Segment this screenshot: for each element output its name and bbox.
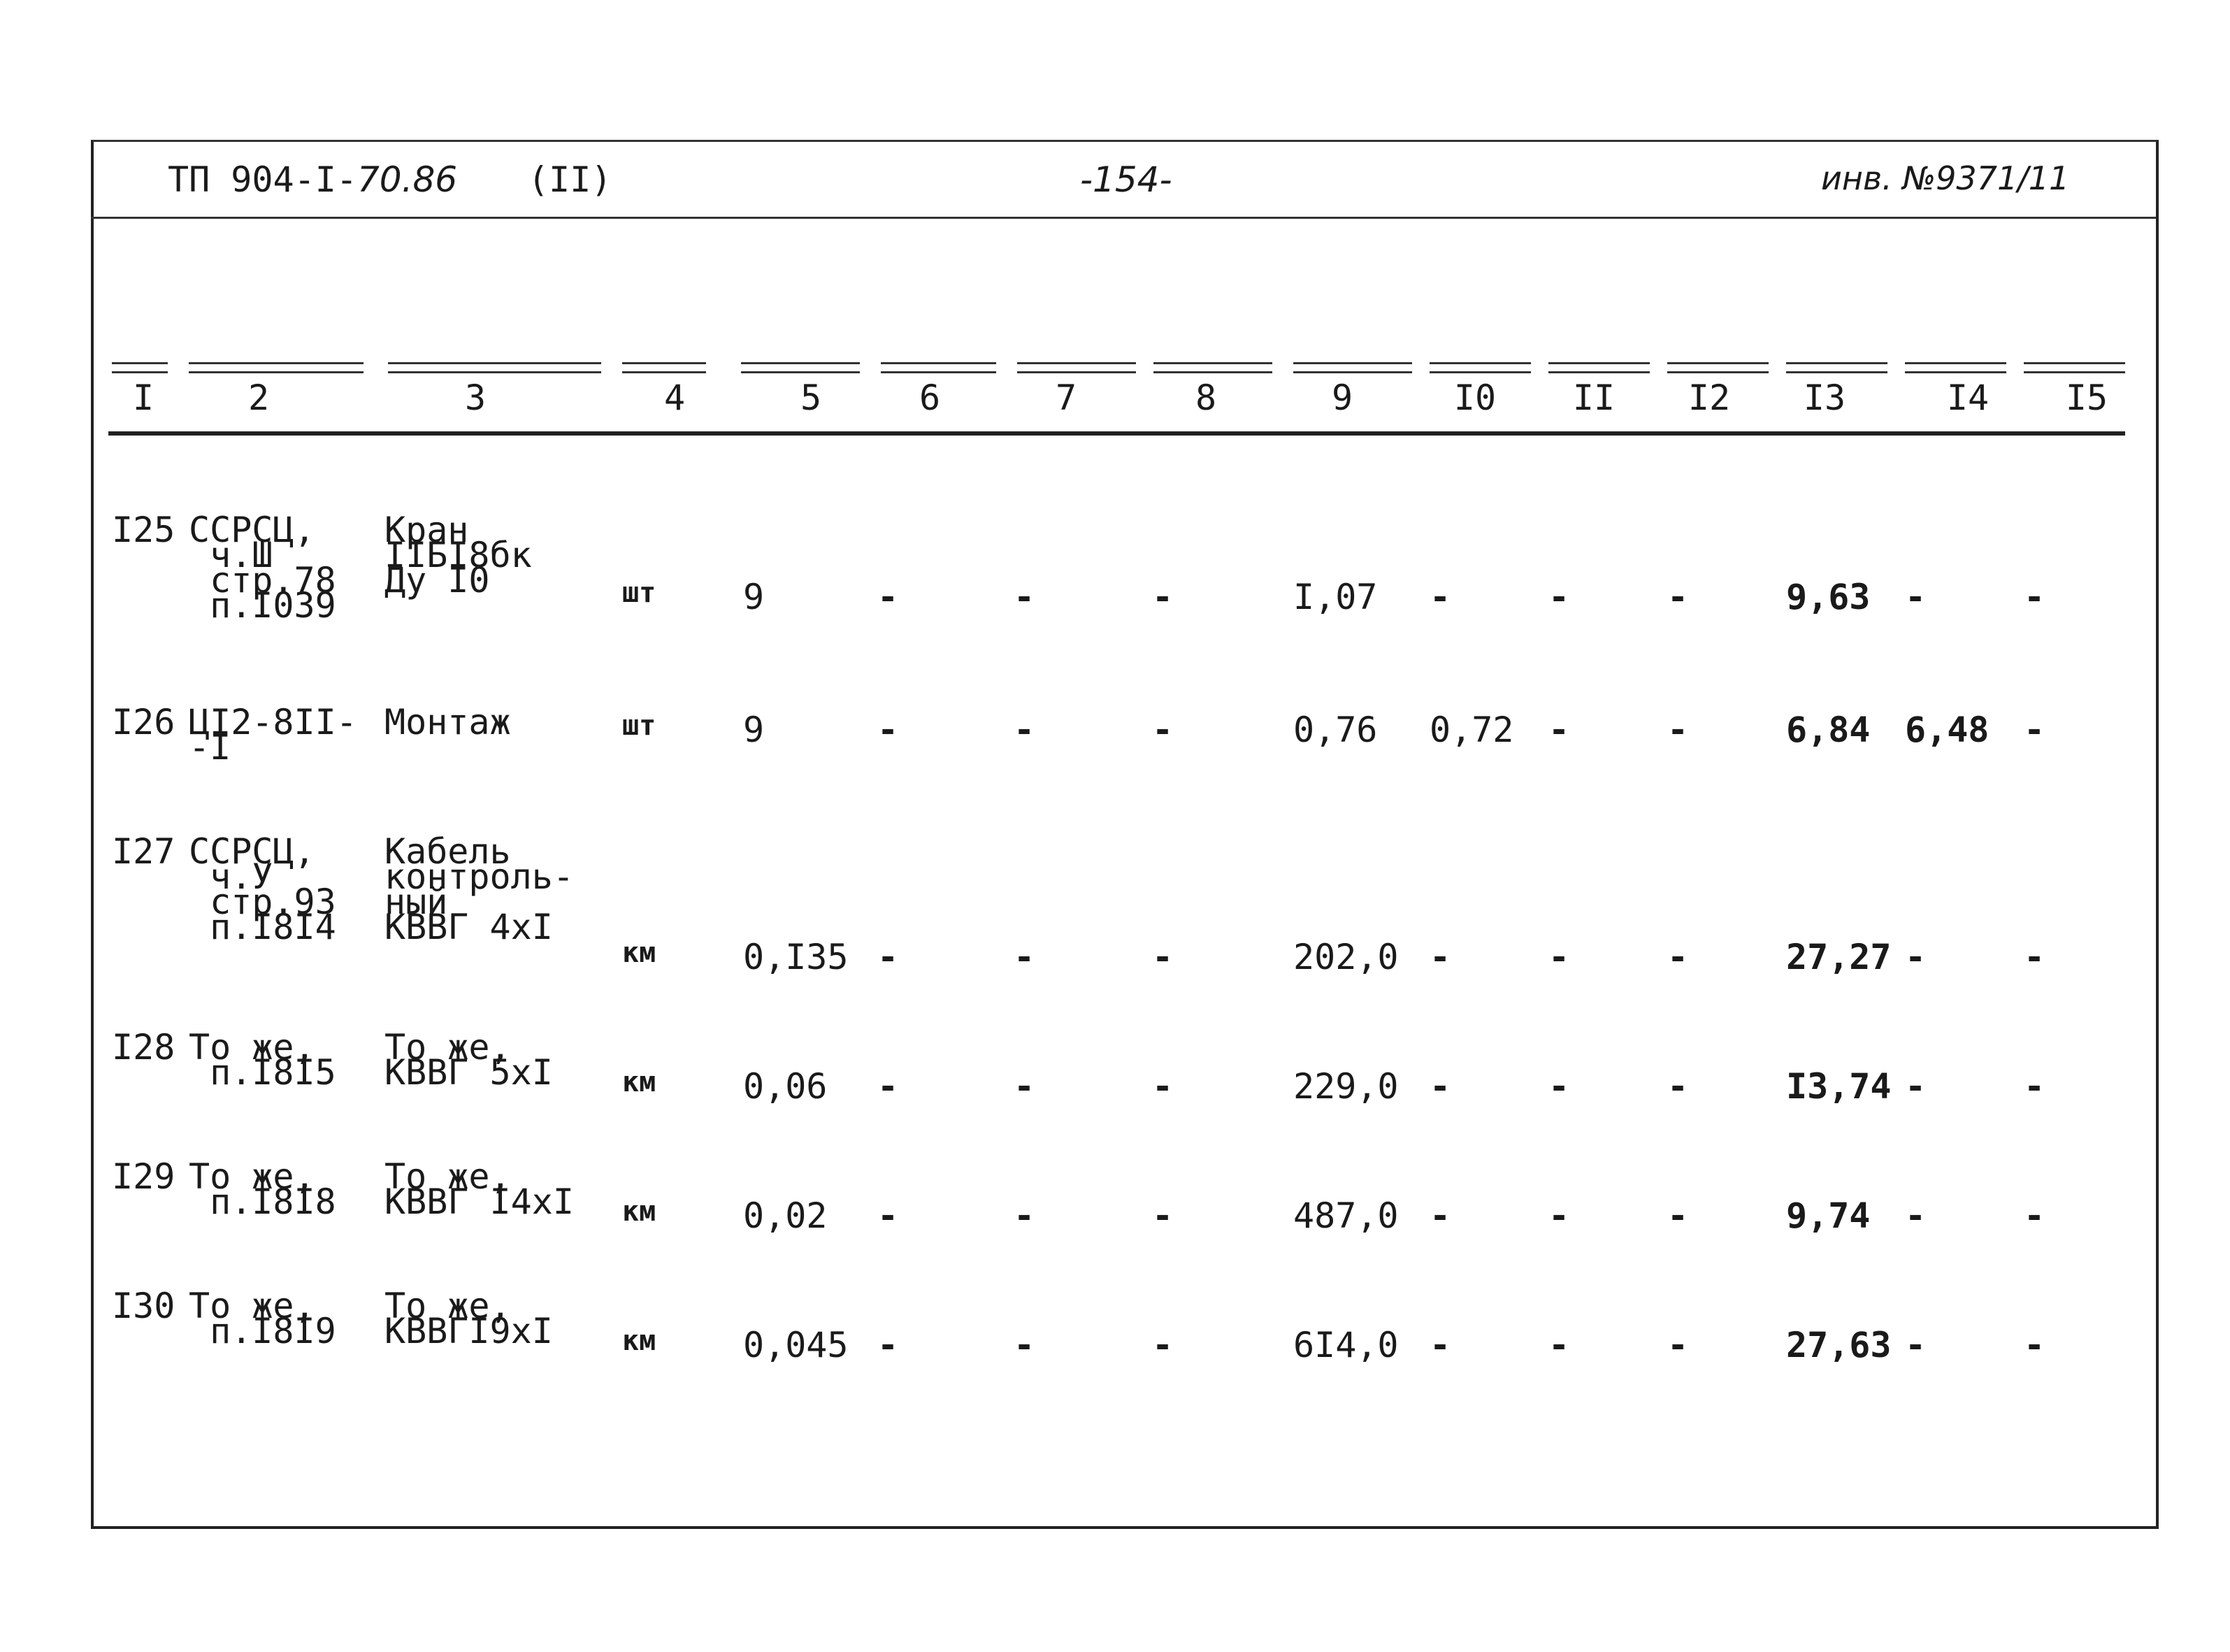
cell-c14: - xyxy=(1905,1066,1927,1107)
page-number: -154- xyxy=(1080,159,1172,200)
row-number: I26 xyxy=(112,702,175,742)
row-reference: ССРСЦ, ч.У стр.93 п.I8I4 xyxy=(189,831,336,947)
cell-c12: - xyxy=(1667,1325,1689,1365)
cell-c14: 6,48 xyxy=(1905,710,1990,750)
column-double-rule xyxy=(388,362,601,373)
column-number: 2 xyxy=(247,378,270,418)
row-number: I27 xyxy=(112,831,175,872)
cell-c6: - xyxy=(877,1066,899,1107)
row-name: Кран IIБI8бк Ду I0 xyxy=(384,510,532,601)
cell-c5: 9 xyxy=(743,577,765,617)
cell-c7: - xyxy=(1014,710,1035,750)
column-double-rule xyxy=(1153,362,1272,373)
column-double-rule xyxy=(112,362,168,373)
column-double-rule xyxy=(1430,362,1531,373)
cell-c7: - xyxy=(1014,577,1035,617)
cell-c12: - xyxy=(1667,1066,1689,1107)
cell-c11: - xyxy=(1548,937,1570,977)
cell-c14: - xyxy=(1905,1325,1927,1365)
cell-c15: - xyxy=(2024,1325,2045,1365)
row-name: То же, КВВГ I4хI xyxy=(384,1156,574,1222)
cell-c8: - xyxy=(1152,1325,1174,1365)
cell-c9: 0,76 xyxy=(1293,710,1378,750)
cell-c11: - xyxy=(1548,1325,1570,1365)
cell-c14: - xyxy=(1905,1195,1927,1236)
cell-c12: - xyxy=(1667,710,1689,750)
column-double-rule xyxy=(189,362,364,373)
cell-c10: 0,72 xyxy=(1430,710,1514,750)
row-reference: ССРСЦ, ч.Ш стр.78 п.I039 xyxy=(189,510,336,626)
column-number: II xyxy=(1572,378,1616,418)
column-double-rule xyxy=(1293,362,1412,373)
cell-c9: 487,0 xyxy=(1293,1195,1399,1236)
row-name: То же, КВВГ 5хI xyxy=(384,1027,553,1093)
cell-c8: - xyxy=(1152,1195,1174,1236)
part-number: (II) xyxy=(528,159,612,200)
column-double-rule xyxy=(2024,362,2125,373)
column-double-rule xyxy=(1017,362,1136,373)
header-thick-rule xyxy=(108,431,2125,436)
cell-c10: - xyxy=(1430,1066,1451,1107)
doc-code-printed: ТП 904-I- xyxy=(168,159,357,200)
doc-code xyxy=(168,159,457,200)
cell-c8: - xyxy=(1152,577,1174,617)
row-unit: шт xyxy=(622,710,656,742)
cell-c13: 27,27 xyxy=(1786,937,1892,977)
column-number: 4 xyxy=(663,378,686,418)
column-number: I3 xyxy=(1803,378,1846,418)
row-unit: км xyxy=(622,937,656,969)
cell-c14: - xyxy=(1905,937,1927,977)
column-double-rule xyxy=(1667,362,1769,373)
cell-c13: I3,74 xyxy=(1786,1066,1892,1107)
row-unit: км xyxy=(622,1325,656,1357)
column-number: 7 xyxy=(1055,378,1077,418)
column-number: 9 xyxy=(1331,378,1353,418)
row-unit: шт xyxy=(622,577,656,609)
cell-c15: - xyxy=(2024,710,2045,750)
row-reference: ЦI2-8II- -I xyxy=(189,702,357,768)
row-number: I28 xyxy=(112,1027,175,1068)
cell-c12: - xyxy=(1667,937,1689,977)
cell-c11: - xyxy=(1548,577,1570,617)
cell-c5: 0,06 xyxy=(743,1066,828,1107)
column-double-rule xyxy=(1548,362,1650,373)
column-number: 5 xyxy=(800,378,822,418)
cell-c15: - xyxy=(2024,577,2045,617)
doc-code-handwritten: 70.86 xyxy=(357,159,458,200)
column-number: I0 xyxy=(1453,378,1497,418)
cell-c5: 0,I35 xyxy=(743,937,849,977)
row-number: I29 xyxy=(112,1156,175,1197)
cell-c13: 9,63 xyxy=(1786,577,1871,617)
row-number: I30 xyxy=(112,1286,175,1326)
column-number: 8 xyxy=(1195,378,1217,418)
column-number: I xyxy=(132,378,154,418)
inventory-number: инв. №9371/11 xyxy=(1821,159,2070,197)
cell-c6: - xyxy=(877,710,899,750)
cell-c8: - xyxy=(1152,710,1174,750)
cell-c5: 0,045 xyxy=(743,1325,849,1365)
cell-c10: - xyxy=(1430,1195,1451,1236)
row-reference: То же, п.I8I9 xyxy=(189,1286,336,1351)
cell-c8: - xyxy=(1152,1066,1174,1107)
column-number: I4 xyxy=(1946,378,1990,418)
row-name: Монтаж xyxy=(384,702,511,742)
column-double-rule xyxy=(1786,362,1887,373)
cell-c10: - xyxy=(1430,577,1451,617)
cell-c5: 9 xyxy=(743,710,765,750)
cell-c15: - xyxy=(2024,937,2045,977)
cell-c8: - xyxy=(1152,937,1174,977)
column-number: 3 xyxy=(464,378,487,418)
column-number: I2 xyxy=(1688,378,1731,418)
cell-c6: - xyxy=(877,1195,899,1236)
cell-c12: - xyxy=(1667,577,1689,617)
cell-c7: - xyxy=(1014,1325,1035,1365)
column-number: 6 xyxy=(919,378,941,418)
cell-c13: 27,63 xyxy=(1786,1325,1892,1365)
row-name: То же, КВВГI9хI xyxy=(384,1286,553,1351)
cell-c6: - xyxy=(877,1325,899,1365)
cell-c7: - xyxy=(1014,1195,1035,1236)
cell-c11: - xyxy=(1548,710,1570,750)
cell-c7: - xyxy=(1014,937,1035,977)
cell-c9: 229,0 xyxy=(1293,1066,1399,1107)
cell-c11: - xyxy=(1548,1195,1570,1236)
column-number: I5 xyxy=(2065,378,2108,418)
cell-c14: - xyxy=(1905,577,1927,617)
cell-c15: - xyxy=(2024,1195,2045,1236)
row-reference: То же, п.I8I8 xyxy=(189,1156,336,1222)
cell-c11: - xyxy=(1548,1066,1570,1107)
column-double-rule xyxy=(1905,362,2006,373)
cell-c5: 0,02 xyxy=(743,1195,828,1236)
column-double-rule xyxy=(881,362,996,373)
cell-c13: 9,74 xyxy=(1786,1195,1871,1236)
cell-c7: - xyxy=(1014,1066,1035,1107)
cell-c13: 6,84 xyxy=(1786,710,1871,750)
cell-c10: - xyxy=(1430,1325,1451,1365)
cell-c6: - xyxy=(877,577,899,617)
cell-c9: 202,0 xyxy=(1293,937,1399,977)
cell-c9: I,07 xyxy=(1293,577,1378,617)
row-unit: км xyxy=(622,1066,656,1098)
row-unit: км xyxy=(622,1195,656,1228)
column-double-rule xyxy=(622,362,706,373)
column-double-rule xyxy=(741,362,860,373)
header-rule xyxy=(91,217,2156,219)
cell-c15: - xyxy=(2024,1066,2045,1107)
row-number: I25 xyxy=(112,510,175,550)
cell-c9: 6I4,0 xyxy=(1293,1325,1399,1365)
row-name: Кабель контроль- ный КВВГ 4хI xyxy=(384,831,574,947)
cell-c10: - xyxy=(1430,937,1451,977)
cell-c6: - xyxy=(877,937,899,977)
cell-c12: - xyxy=(1667,1195,1689,1236)
row-reference: То же, п.I8I5 xyxy=(189,1027,336,1093)
